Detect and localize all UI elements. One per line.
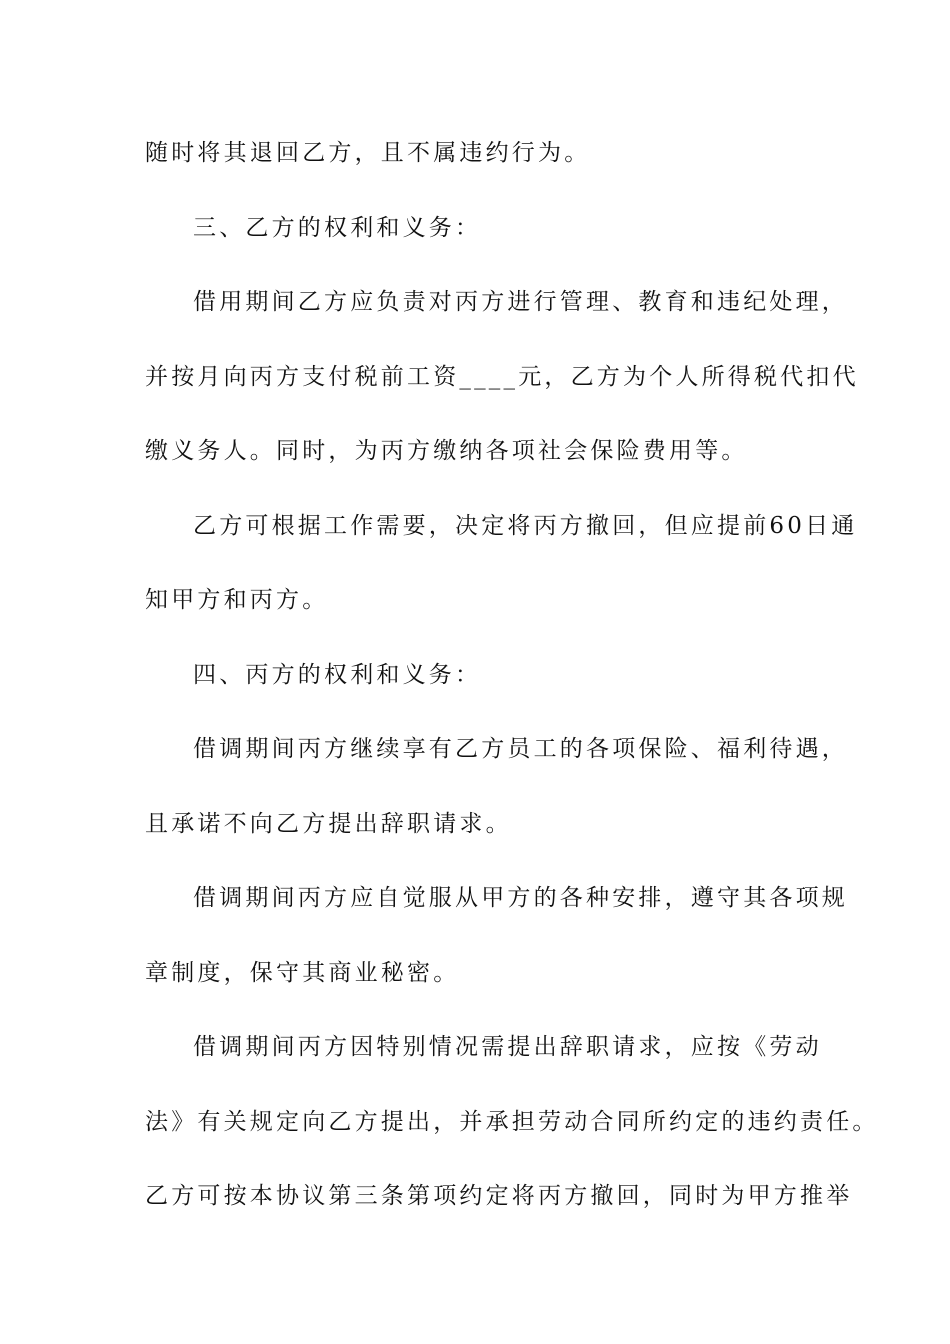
text-line-7: 知甲方和丙方。	[145, 587, 329, 613]
section-heading-4: 四、丙方的权利和义务：	[193, 662, 482, 688]
text-line-13: 借调期间丙方因特别情况需提出辞职请求，应按《劳动	[193, 1034, 822, 1060]
text-line-1: 随时将其退回乙方，且不属违约行为。	[145, 140, 591, 166]
text-line-3: 借用期间乙方应负责对丙方进行管理、教育和违纪处理，	[193, 289, 848, 315]
text-line-9: 借调期间丙方继续享有乙方员工的各项保险、福利待遇，	[193, 736, 848, 762]
text-line-15: 乙方可按本协议第三条第项约定将丙方撤回，同时为甲方推举	[145, 1183, 853, 1209]
section-heading-3: 三、乙方的权利和义务：	[193, 215, 482, 241]
text-line-12: 章制度，保守其商业秘密。	[145, 960, 460, 986]
text-line-11: 借调期间丙方应自觉服从甲方的各种安排，遵守其各项规	[193, 885, 848, 911]
text-line-6: 乙方可根据工作需要，决定将丙方撤回，但应提前60日通	[193, 513, 858, 539]
text-line-10: 且承诺不向乙方提出辞职请求。	[145, 811, 512, 837]
text-line-14: 法》有关规定向乙方提出，并承担劳动合同所约定的违约责任。	[145, 1109, 879, 1135]
text-line-5: 缴义务人。同时，为丙方缴纳各项社会保险费用等。	[145, 438, 748, 464]
text-line-4: 并按月向丙方支付税前工资____元，乙方为个人所得税代扣代	[145, 364, 859, 390]
